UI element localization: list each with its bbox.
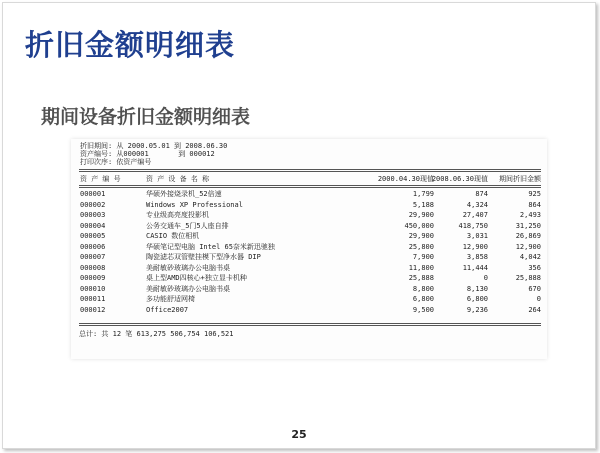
total-value-2000: 613,275 (136, 330, 167, 338)
asset-code: 000012 (80, 305, 106, 314)
depreciation: 2,493 (519, 211, 541, 219)
table-row (79, 222, 541, 231)
total-value-2008: 506,754 (170, 330, 200, 338)
value-2008: 8,130 (466, 284, 488, 293)
depreciation: 4,042 (519, 253, 541, 261)
column-value-2008: 2008.06.30现值 (431, 175, 488, 183)
value-2000: 8,800 (412, 284, 434, 293)
value-2000: 11,800 (408, 263, 434, 272)
value-2008: 27,407 (462, 211, 488, 219)
asset-code: 000005 (80, 232, 106, 240)
table-row (79, 285, 541, 294)
value-2008: 4,324 (466, 200, 488, 209)
depreciation: 864 (528, 200, 541, 209)
value-2008: 3,031 (466, 232, 488, 240)
value-2008: 6,800 (466, 295, 488, 303)
value-2000: 7,900 (412, 253, 434, 261)
value-2000: 1,799 (412, 190, 434, 198)
table-row (79, 306, 541, 315)
table-row (79, 253, 541, 262)
table-row (79, 232, 541, 241)
table-row (79, 274, 541, 283)
table-row (79, 190, 541, 199)
page-number: 25 (291, 428, 307, 441)
double-rule (79, 185, 541, 188)
value-2000: 29,900 (408, 232, 434, 240)
table-row (79, 201, 541, 210)
depreciation: 12,900 (515, 242, 541, 251)
value-2008: 418,750 (458, 221, 488, 230)
asset-name: CASIO 数位相机 (146, 232, 200, 240)
value-2000: 9,500 (412, 305, 434, 314)
report-printout (71, 139, 547, 359)
table-row (79, 211, 541, 220)
report-period: 折旧期间: 从 2000.05.01 到 2008.06.30 (80, 142, 228, 150)
value-2000: 29,900 (408, 211, 434, 219)
total-label: 总计: 共 12 笔 (79, 330, 133, 338)
column-name: 资 产 设 备 名 称 (146, 175, 210, 183)
asset-name: 华硕外接烧录机_52倍速 (146, 190, 222, 198)
asset-code: 000010 (80, 284, 106, 293)
asset-code: 000008 (80, 263, 106, 272)
asset-code: 000001 (80, 190, 106, 198)
double-rule (79, 169, 541, 172)
value-2000: 25,800 (408, 242, 434, 251)
depreciation: 264 (528, 305, 541, 314)
table-row (79, 295, 541, 304)
table-row (79, 264, 541, 273)
asset-name: Windows XP Professional (146, 200, 243, 209)
slide-subtitle: 期间设备折旧金额明细表 (41, 106, 251, 128)
depreciation: 356 (528, 263, 541, 272)
double-rule (79, 323, 541, 326)
column-header (79, 174, 541, 183)
asset-code: 000011 (80, 295, 106, 303)
asset-name: 桌上型AMD四核心+独立显卡机种 (146, 274, 247, 282)
table-row (79, 243, 541, 252)
value-2008: 3,858 (466, 253, 488, 261)
total-row (79, 329, 541, 338)
asset-code: 000009 (80, 274, 106, 282)
depreciation: 670 (528, 284, 541, 293)
asset-name: 公务交通车_5门5人座自排 (146, 221, 229, 230)
asset-code: 000003 (80, 211, 106, 219)
value-2000: 5,188 (412, 200, 434, 209)
value-2008: 12,900 (462, 242, 488, 251)
asset-name: 专业级高亮度投影机 (146, 211, 209, 219)
asset-name: Office2007 (146, 305, 189, 314)
column-code: 资 产 编 号 (80, 175, 121, 183)
column-depreciation: 期间折旧金额 (499, 175, 541, 183)
total-depreciation: 106,521 (203, 330, 234, 338)
depreciation: 31,250 (515, 221, 541, 230)
asset-name: 陶瓷滤芯双管壁挂模下型净水器 DIP (146, 253, 261, 261)
asset-name: 美耐敏砂玻璃办公电脑书桌 (146, 284, 230, 293)
value-2000: 6,800 (412, 295, 434, 303)
value-2000: 450,000 (404, 221, 434, 230)
value-2008: 874 (475, 190, 488, 198)
value-2008: 9,236 (466, 305, 488, 314)
value-2000: 25,888 (408, 274, 434, 282)
asset-name: 华硕笔记型电脑 Intel 65奈米新迅驰独 (146, 242, 275, 251)
depreciation: 25,888 (515, 274, 541, 282)
column-value-2000: 2000.04.30现值 (377, 175, 434, 183)
asset-code: 000006 (80, 242, 106, 251)
asset-name: 美耐敏砂玻璃办公电脑书桌 (146, 263, 230, 272)
asset-code: 000002 (80, 200, 106, 209)
asset-name: 多功能舒适网椅 (146, 295, 195, 303)
slide (2, 2, 596, 449)
value-2008: 0 (483, 274, 488, 282)
value-2008: 11,444 (462, 263, 488, 272)
asset-code: 000004 (80, 221, 106, 230)
depreciation: 0 (536, 295, 541, 303)
slide-title: 折旧金额明细表 (25, 28, 236, 62)
depreciation: 26,869 (515, 232, 541, 240)
report-asset-range: 资产编号: 从000001 到 000012 (80, 150, 215, 158)
depreciation: 925 (528, 190, 541, 198)
report-print-order: 打印次序: 依资产编号 (80, 158, 152, 166)
asset-code: 000007 (80, 253, 106, 261)
